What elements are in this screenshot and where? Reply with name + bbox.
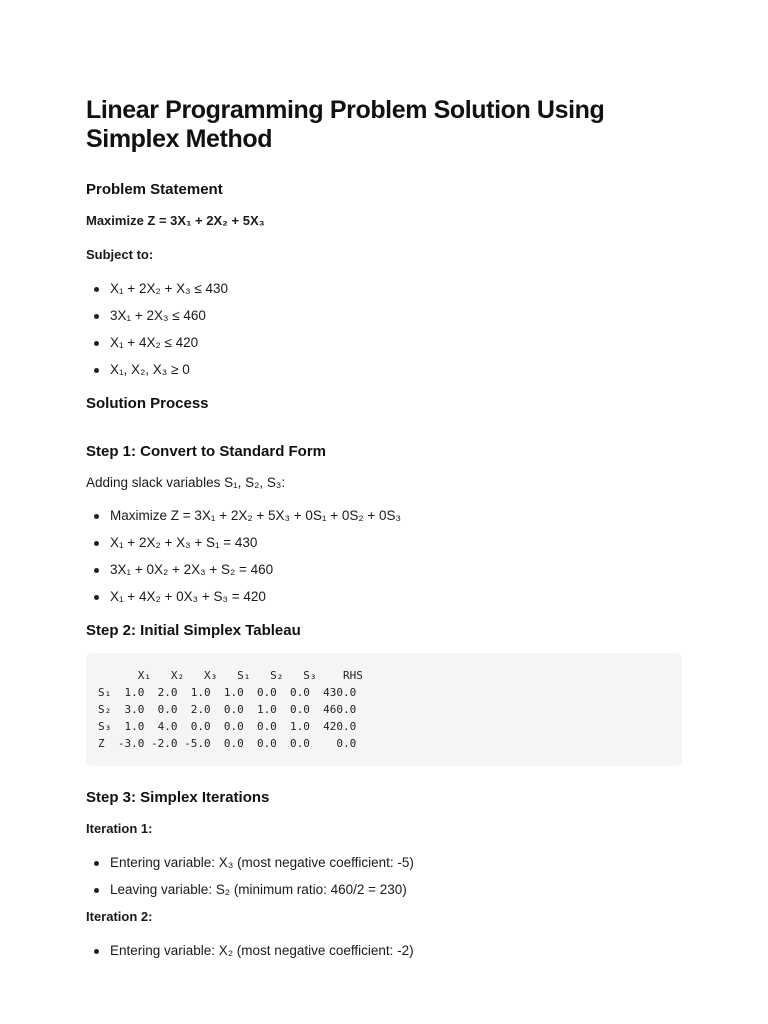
standard-form-item: X₁ + 2X₂ + X₃ + S₁ = 430 bbox=[86, 534, 686, 561]
iteration-item: Entering variable: X₂ (most negative coefficient: -2) bbox=[86, 942, 686, 969]
constraint-item: 3X₁ + 2X₃ ≤ 460 bbox=[86, 307, 686, 334]
standard-form-item: Maximize Z = 3X₁ + 2X₂ + 5X₃ + 0S₁ + 0S₂ + 0S₃ bbox=[86, 507, 686, 534]
step1-heading: Step 1: Convert to Standard Form bbox=[86, 443, 327, 460]
step2-heading: Step 2: Initial Simplex Tableau bbox=[86, 622, 301, 639]
iteration-item: Entering variable: X₃ (most negative coefficient: -5) bbox=[86, 854, 686, 881]
step3-heading: Step 3: Simplex Iterations bbox=[86, 789, 270, 806]
standard-form-list bbox=[86, 507, 686, 615]
subject-to-label: Subject to: bbox=[86, 247, 154, 262]
slack-variables-intro: Adding slack variables S₁, S₂, S₃: bbox=[86, 475, 286, 490]
standard-form-item: 3X₁ + 0X₂ + 2X₃ + S₂ = 460 bbox=[86, 561, 686, 588]
standard-form-item: X₁ + 4X₂ + 0X₃ + S₃ = 420 bbox=[86, 588, 686, 615]
iteration-item: Leaving variable: S₂ (minimum ratio: 460/2 = 230) bbox=[86, 881, 686, 908]
solution-process-heading: Solution Process bbox=[86, 395, 209, 412]
simplex-tableau-codeblock bbox=[86, 653, 682, 766]
iteration1-label: Iteration 1: bbox=[86, 821, 153, 836]
simplex-tableau: X₁ X₂ X₃ S₁ S₂ S₃ RHS S₁ 1.0 2.0 1.0 1.0 0.0 0.0 430.0 S₂ 3.0 0.0 2.0 0.0 1.0 0.0 460.0 S₃ 1.0 4.0 0.0 0.0 0.0 1.0 420.0 Z -3.0 -2.0 -5.0 0.0 0.0 0.0 0.0 bbox=[98, 669, 363, 750]
constraint-item: X₁ + 2X₂ + X₃ ≤ 430 bbox=[86, 280, 686, 307]
problem-statement-heading: Problem Statement bbox=[86, 181, 223, 198]
document-page bbox=[86, 96, 686, 969]
constraint-item: X₁, X₂, X₃ ≥ 0 bbox=[86, 361, 686, 388]
constraint-list bbox=[86, 280, 686, 388]
iteration1-list bbox=[86, 854, 686, 908]
objective-function: Maximize Z = 3X₁ + 2X₂ + 5X₃ bbox=[86, 213, 265, 228]
iteration2-list bbox=[86, 942, 686, 969]
constraint-item: X₁ + 4X₂ ≤ 420 bbox=[86, 334, 686, 361]
iteration2-label: Iteration 2: bbox=[86, 909, 153, 924]
page-title: Linear Programming Problem Solution Using Simplex Method bbox=[86, 96, 605, 153]
